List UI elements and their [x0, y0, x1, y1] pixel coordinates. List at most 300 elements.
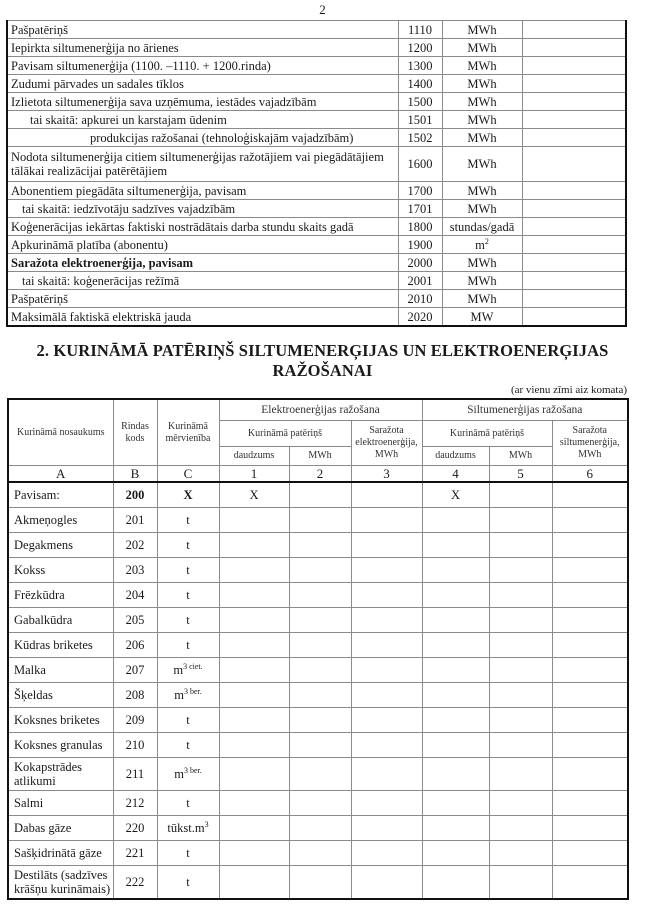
row-code: 1700 [398, 182, 442, 200]
header-heat-production: Siltumenerģijas ražošana [422, 399, 628, 421]
value-input-cell[interactable] [552, 758, 628, 791]
value-input-cell[interactable] [289, 482, 351, 508]
row-code: 1800 [398, 218, 442, 236]
value-input-cell[interactable] [289, 816, 351, 841]
row-unit [442, 290, 522, 308]
table-row [7, 254, 626, 272]
value-input-cell[interactable] [289, 533, 351, 558]
value-input-cell[interactable] [219, 558, 289, 583]
value-input-cell[interactable] [422, 558, 489, 583]
table-row [8, 533, 628, 558]
fuel-unit [157, 608, 219, 633]
value-input-cell[interactable] [489, 558, 552, 583]
unit-text: MWh [467, 130, 497, 145]
unit-text: MW [470, 309, 494, 324]
table-row [8, 558, 628, 583]
unit-text: MWh [467, 94, 497, 109]
value-input-cell[interactable] [219, 866, 289, 900]
value-input-cell[interactable] [552, 508, 628, 533]
row-label: Pašpatēriņš [7, 290, 398, 308]
value-input-cell[interactable] [489, 508, 552, 533]
fuel-name: Gabalkūdra [8, 608, 113, 633]
row-unit [442, 147, 522, 182]
row-unit [442, 39, 522, 57]
fuel-unit [157, 733, 219, 758]
unit-text: t [186, 637, 190, 652]
fuel-unit [157, 558, 219, 583]
value-input-cell[interactable] [552, 708, 628, 733]
row-label: Pavisam siltumenerģija (1100. –1110. + 1200.rinda) [7, 57, 398, 75]
fuel-unit [157, 816, 219, 841]
row-unit [442, 272, 522, 290]
value-input-cell[interactable] [489, 841, 552, 866]
row-code: 2001 [398, 272, 442, 290]
table-row [8, 791, 628, 816]
value-input-cell[interactable] [522, 254, 626, 272]
value-input-cell[interactable] [289, 608, 351, 633]
row-code: 211 [113, 758, 157, 791]
fuel-name: Kokss [8, 558, 113, 583]
value-input-cell[interactable] [422, 758, 489, 791]
value-input-cell[interactable] [552, 791, 628, 816]
row-label: Nodota siltumenerģija citiem siltumenerģijas ražotājiem vai piegādātājiem tālākai realizācijai patērētājiem [7, 147, 398, 182]
value-input-cell[interactable] [552, 608, 628, 633]
row-code: 1400 [398, 75, 442, 93]
row-unit [442, 182, 522, 200]
value-input-cell[interactable] [422, 608, 489, 633]
row-code: 202 [113, 533, 157, 558]
header-fuel-name: Kurināmā nosaukums [8, 399, 113, 466]
value-input-cell[interactable] [522, 236, 626, 254]
value-input-cell[interactable] [422, 533, 489, 558]
value-input-cell[interactable] [351, 733, 422, 758]
header-row-code: Rindas kods [113, 399, 157, 466]
table-row [8, 683, 628, 708]
value-input-cell[interactable] [522, 75, 626, 93]
value-input-cell[interactable] [289, 791, 351, 816]
value-input-cell[interactable] [289, 708, 351, 733]
value-input-cell[interactable] [422, 866, 489, 900]
value-input-cell[interactable] [219, 816, 289, 841]
value-input-cell[interactable] [219, 633, 289, 658]
section-title-line2: RAŽOŠANAI [272, 361, 373, 380]
value-input-cell[interactable] [489, 758, 552, 791]
row-code: 209 [113, 708, 157, 733]
fuel-name: Sašķidrinātā gāze [8, 841, 113, 866]
value-input-cell[interactable] [289, 558, 351, 583]
table-row [7, 75, 626, 93]
value-input-cell[interactable] [219, 708, 289, 733]
value-input-cell[interactable] [351, 482, 422, 508]
fuel-name: Akmeņogles [8, 508, 113, 533]
value-input-cell[interactable] [422, 583, 489, 608]
value-input-cell[interactable] [522, 182, 626, 200]
value-input-cell[interactable] [219, 583, 289, 608]
header-fuel-consumption-el: Kurināmā patēriņš [219, 421, 351, 447]
value-input-cell[interactable] [289, 633, 351, 658]
table-row [7, 147, 626, 182]
unit-text: stundas/gadā [449, 219, 515, 234]
value-input-cell[interactable] [219, 683, 289, 708]
unit-text: MWh [467, 255, 497, 270]
row-code: 212 [113, 791, 157, 816]
header-mwh-el: MWh [289, 447, 351, 466]
value-input-cell[interactable] [422, 708, 489, 733]
value-input-cell[interactable] [552, 482, 628, 508]
value-input-cell[interactable] [489, 791, 552, 816]
value-input-cell[interactable] [522, 57, 626, 75]
row-code: 1502 [398, 129, 442, 147]
unit-text: MWh [467, 76, 497, 91]
row-unit [442, 57, 522, 75]
table-row [7, 236, 626, 254]
table-row [7, 21, 626, 39]
header-produced-heat: Saražota siltumenerģija, MWh [552, 421, 628, 466]
value-input-cell[interactable] [351, 708, 422, 733]
fuel-unit [157, 841, 219, 866]
table-row [7, 57, 626, 75]
row-unit [442, 200, 522, 218]
row-unit [442, 236, 522, 254]
table-row [7, 182, 626, 200]
table-row [8, 758, 628, 791]
unit-text: m [174, 766, 184, 781]
section-title-line1: 2. KURINĀMĀ PATĒRIŅŠ SILTUMENERĢIJAS UN ELEKTROENERĢIJAS [36, 341, 609, 360]
heat-balance-table [6, 20, 627, 327]
unit-text: MWh [467, 22, 497, 37]
fuel-name: Šķeldas [8, 683, 113, 708]
value-input-cell[interactable] [522, 111, 626, 129]
row-code: 207 [113, 658, 157, 683]
column-letter: C [157, 466, 219, 483]
unit-text: t [186, 737, 190, 752]
not-applicable-cell: X [422, 482, 489, 508]
row-unit [442, 111, 522, 129]
fuel-name: Kūdras briketes [8, 633, 113, 658]
header-quantity-heat: daudzums [422, 447, 489, 466]
unit-text: MWh [467, 201, 497, 216]
row-unit [442, 93, 522, 111]
precision-note: (ar vienu zīmi aiz komata) [510, 384, 627, 396]
value-input-cell[interactable] [489, 482, 552, 508]
fuel-name: Degakmens [8, 533, 113, 558]
value-input-cell[interactable] [351, 683, 422, 708]
value-input-cell[interactable] [289, 733, 351, 758]
unit-text: MWh [467, 183, 497, 198]
unit-text: tūkst.m [167, 820, 205, 835]
column-letter: 6 [552, 466, 628, 483]
unit-superscript: 3 ber. [183, 686, 202, 696]
value-input-cell[interactable] [552, 816, 628, 841]
value-input-cell[interactable] [422, 816, 489, 841]
row-code: 221 [113, 841, 157, 866]
value-input-cell[interactable] [351, 508, 422, 533]
row-unit [442, 308, 522, 327]
value-input-cell[interactable] [351, 758, 422, 791]
value-input-cell[interactable] [552, 583, 628, 608]
fuel-unit [157, 658, 219, 683]
fuel-unit [157, 708, 219, 733]
value-input-cell[interactable] [351, 558, 422, 583]
unit-superscript: 3 ciet. [183, 661, 203, 671]
value-input-cell[interactable] [351, 633, 422, 658]
row-label: Abonentiem piegādāta siltumenerģija, pavisam [7, 182, 398, 200]
value-input-cell[interactable] [522, 129, 626, 147]
table-row [7, 93, 626, 111]
row-code: 203 [113, 558, 157, 583]
header-quantity-el: daudzums [219, 447, 289, 466]
value-input-cell[interactable] [552, 841, 628, 866]
unit-text: m [174, 687, 184, 702]
fuel-name: Destilāts (sadzīves krāšņu kurināmais) [8, 866, 113, 900]
unit-text: MWh [467, 58, 497, 73]
unit-text: m [173, 662, 184, 677]
row-code: 201 [113, 508, 157, 533]
value-input-cell[interactable] [552, 533, 628, 558]
header-electricity-production: Elektroenerģijas ražošana [219, 399, 422, 421]
row-code: 200 [113, 482, 157, 508]
fuel-consumption-table [7, 398, 629, 900]
value-input-cell[interactable] [489, 866, 552, 900]
table-row [8, 708, 628, 733]
row-label: Saražota elektroenerģija, pavisam [7, 254, 398, 272]
value-input-cell[interactable] [552, 658, 628, 683]
value-input-cell[interactable] [219, 508, 289, 533]
value-input-cell[interactable] [522, 93, 626, 111]
value-input-cell[interactable] [219, 758, 289, 791]
unit-text: MWh [467, 157, 497, 171]
fuel-unit [157, 633, 219, 658]
value-input-cell[interactable] [289, 583, 351, 608]
fuel-name: Kokapstrādes atlikumi [8, 758, 113, 791]
value-input-cell[interactable] [219, 658, 289, 683]
fuel-unit [157, 758, 219, 791]
table-row [7, 218, 626, 236]
row-code: 222 [113, 866, 157, 900]
value-input-cell[interactable] [219, 533, 289, 558]
value-input-cell[interactable] [522, 147, 626, 182]
value-input-cell[interactable] [489, 658, 552, 683]
value-input-cell[interactable] [489, 583, 552, 608]
value-input-cell[interactable] [422, 658, 489, 683]
column-letter: 1 [219, 466, 289, 483]
unit-text: X [183, 487, 193, 502]
column-letter: 2 [289, 466, 351, 483]
row-label: produkcijas ražošanai (tehnoloģiskajām vajadzībām) [7, 129, 398, 147]
row-label: tai skaitā: apkurei un karstajam ūdenim [7, 111, 398, 129]
value-input-cell[interactable] [522, 200, 626, 218]
value-input-cell[interactable] [489, 608, 552, 633]
row-unit [442, 254, 522, 272]
section-2-title [0, 341, 645, 381]
fuel-name: Koksnes granulas [8, 733, 113, 758]
unit-text: t [186, 537, 190, 552]
unit-text: t [186, 874, 190, 889]
unit-superscript: 3 [204, 819, 209, 829]
row-label: Izlietota siltumenerģija sava uzņēmuma, iestādes vajadzībām [7, 93, 398, 111]
column-letter: A [8, 466, 113, 483]
row-code: 204 [113, 583, 157, 608]
value-input-cell[interactable] [522, 218, 626, 236]
table-row [7, 200, 626, 218]
unit-superscript: 3 ber. [183, 765, 202, 775]
row-code: 1600 [398, 147, 442, 182]
value-input-cell[interactable] [351, 658, 422, 683]
value-input-cell[interactable] [351, 533, 422, 558]
row-label: Iepirkta siltumenerģija no ārienes [7, 39, 398, 57]
header-mwh-heat: MWh [489, 447, 552, 466]
table-row [8, 866, 628, 900]
unit-text: t [186, 612, 190, 627]
value-input-cell[interactable] [351, 816, 422, 841]
row-code: 2020 [398, 308, 442, 327]
table-row [8, 658, 628, 683]
fuel-name: Koksnes briketes [8, 708, 113, 733]
row-code: 1300 [398, 57, 442, 75]
row-unit [442, 21, 522, 39]
unit-text: m [475, 237, 485, 252]
value-input-cell[interactable] [422, 841, 489, 866]
table-row [8, 583, 628, 608]
header-fuel-unit: Kurināmā mērvienība [157, 399, 219, 466]
table-row [7, 111, 626, 129]
value-input-cell[interactable] [522, 308, 626, 327]
row-label: Maksimālā faktiskā elektriskā jauda [7, 308, 398, 327]
unit-text: t [186, 712, 190, 727]
fuel-name: Pavisam: [8, 482, 113, 508]
table-row [7, 39, 626, 57]
header-fuel-consumption-heat: Kurināmā patēriņš [422, 421, 552, 447]
table-row [7, 272, 626, 290]
value-input-cell[interactable] [522, 21, 626, 39]
not-applicable-cell: X [219, 482, 289, 508]
table-row [8, 816, 628, 841]
value-input-cell[interactable] [522, 290, 626, 308]
value-input-cell[interactable] [552, 558, 628, 583]
value-input-cell[interactable] [289, 508, 351, 533]
row-unit [442, 218, 522, 236]
table-row [7, 129, 626, 147]
table-row [7, 308, 626, 327]
fuel-unit [157, 508, 219, 533]
value-input-cell[interactable] [489, 816, 552, 841]
fuel-unit [157, 533, 219, 558]
row-label: Zudumi pārvades un sadales tīklos [7, 75, 398, 93]
value-input-cell[interactable] [522, 272, 626, 290]
fuel-unit [157, 866, 219, 900]
table-row [8, 482, 628, 508]
value-input-cell[interactable] [219, 608, 289, 633]
value-input-cell[interactable] [289, 866, 351, 900]
row-code: 208 [113, 683, 157, 708]
unit-text: t [186, 795, 190, 810]
row-code: 205 [113, 608, 157, 633]
row-code: 1900 [398, 236, 442, 254]
unit-text: MWh [467, 291, 497, 306]
value-input-cell[interactable] [522, 39, 626, 57]
row-code: 1500 [398, 93, 442, 111]
value-input-cell[interactable] [552, 683, 628, 708]
unit-text: MWh [467, 112, 497, 127]
value-input-cell[interactable] [289, 683, 351, 708]
fuel-name: Dabas gāze [8, 816, 113, 841]
value-input-cell[interactable] [289, 841, 351, 866]
row-label: tai skaitā: iedzīvotāju sadzīves vajadzībām [7, 200, 398, 218]
value-input-cell[interactable] [219, 841, 289, 866]
fuel-unit [157, 791, 219, 816]
table-row [8, 508, 628, 533]
row-code: 1110 [398, 21, 442, 39]
value-input-cell[interactable] [422, 791, 489, 816]
row-label: tai skaitā: koģenerācijas režīmā [7, 272, 398, 290]
row-label: Pašpatēriņš [7, 21, 398, 39]
table-row [7, 290, 626, 308]
row-code: 206 [113, 633, 157, 658]
fuel-name: Salmi [8, 791, 113, 816]
value-input-cell[interactable] [489, 683, 552, 708]
table-row [8, 733, 628, 758]
column-letters-row [8, 466, 628, 483]
value-input-cell[interactable] [219, 733, 289, 758]
value-input-cell[interactable] [351, 791, 422, 816]
unit-text: t [186, 587, 190, 602]
unit-text: MWh [467, 273, 497, 288]
row-code: 210 [113, 733, 157, 758]
value-input-cell[interactable] [422, 508, 489, 533]
fuel-unit [157, 683, 219, 708]
value-input-cell[interactable] [351, 608, 422, 633]
value-input-cell[interactable] [289, 758, 351, 791]
unit-superscript: 2 [484, 236, 489, 246]
unit-text: t [186, 845, 190, 860]
header-produced-electricity: Saražota elektroenerģija, MWh [351, 421, 422, 466]
row-code: 2010 [398, 290, 442, 308]
value-input-cell[interactable] [422, 733, 489, 758]
value-input-cell[interactable] [489, 733, 552, 758]
fuel-unit [157, 583, 219, 608]
fuel-name: Malka [8, 658, 113, 683]
value-input-cell[interactable] [219, 791, 289, 816]
table-row [8, 608, 628, 633]
column-letter: 5 [489, 466, 552, 483]
value-input-cell[interactable] [351, 866, 422, 900]
row-code: 1701 [398, 200, 442, 218]
value-input-cell[interactable] [351, 583, 422, 608]
value-input-cell[interactable] [422, 683, 489, 708]
row-unit [442, 129, 522, 147]
row-unit [442, 75, 522, 93]
table-row [8, 633, 628, 658]
row-label: Koģenerācijas iekārtas faktiski nostrādātais darba stundu skaits gadā [7, 218, 398, 236]
value-input-cell[interactable] [489, 633, 552, 658]
value-input-cell[interactable] [552, 866, 628, 900]
row-code: 220 [113, 816, 157, 841]
fuel-name: Frēzkūdra [8, 583, 113, 608]
value-input-cell[interactable] [422, 633, 489, 658]
value-input-cell[interactable] [351, 841, 422, 866]
value-input-cell[interactable] [489, 533, 552, 558]
page-number: 2 [319, 2, 326, 17]
value-input-cell[interactable] [552, 633, 628, 658]
unit-text: t [186, 512, 190, 527]
value-input-cell[interactable] [489, 708, 552, 733]
column-letter: B [113, 466, 157, 483]
value-input-cell[interactable] [289, 658, 351, 683]
column-letter: 4 [422, 466, 489, 483]
row-code: 1200 [398, 39, 442, 57]
value-input-cell[interactable] [552, 733, 628, 758]
row-code: 2000 [398, 254, 442, 272]
